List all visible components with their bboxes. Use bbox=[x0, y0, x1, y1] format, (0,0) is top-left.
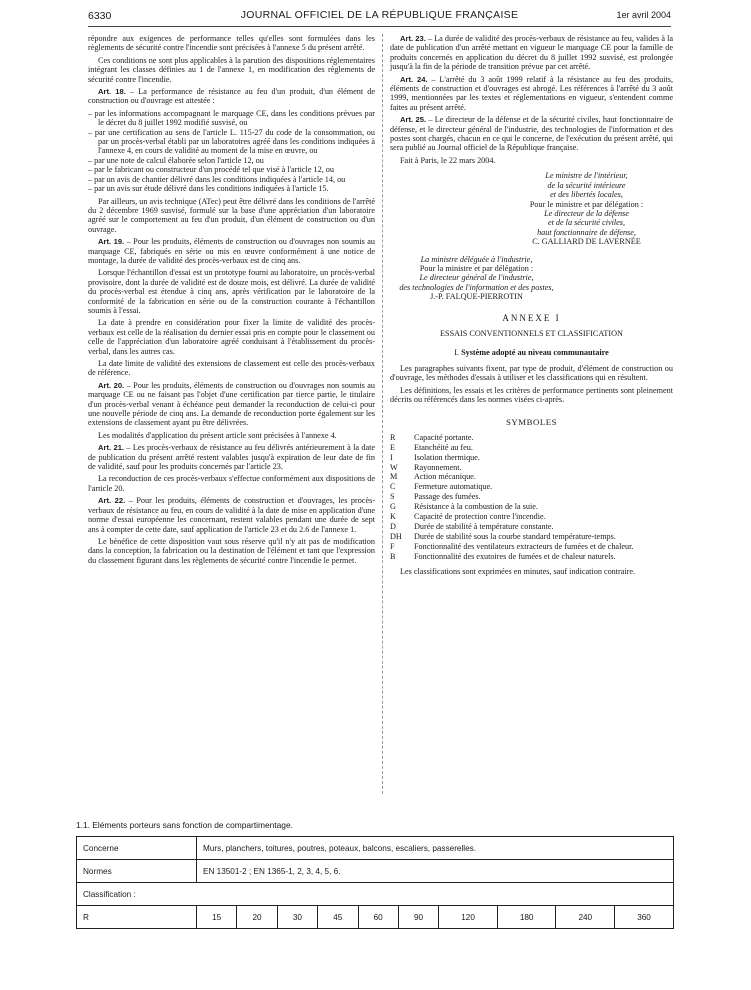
issue-date: 1er avril 2004 bbox=[616, 10, 671, 20]
signature-date: Fait à Paris, le 22 mars 2004. bbox=[400, 155, 496, 165]
column-divider bbox=[382, 34, 383, 794]
list-item: – par un avis sur étude délivré dans les conditions indiquées à l'article 15. bbox=[88, 184, 329, 194]
table-row bbox=[77, 860, 674, 883]
table-cell: 60 bbox=[358, 906, 398, 929]
table-cell: Classification : bbox=[77, 883, 674, 906]
table-row bbox=[77, 837, 674, 860]
annex-subtitle: ESSAIS CONVENTIONNELS ET CLASSIFICATION bbox=[440, 328, 623, 338]
paragraph: Par ailleurs, un avis technique (ATec) peut être délivré dans les conditions de l'arrêté du 2 décembre 1969 susvisé, formulé sur la base d'une appréciation d'un laboratoire agréé sur le comportement au feu d'un produit, d'un élément de construction ou d'un ouvrage. bbox=[88, 196, 375, 234]
journal-title: JOURNAL OFFICIEL DE LA RÉPUBLIQUE FRANÇAISE bbox=[240, 9, 519, 21]
article-label: Art. 20. bbox=[98, 380, 125, 390]
article-19: Art. 19. – Pour les produits, éléments de construction ou d'ouvrages non soumis au marquage CE, fabriqués en série ou mis en œuvre conformément à une notice de montage, la durée de validité des procès-verbaux est de cinq ans. bbox=[88, 237, 375, 265]
paragraph: La date limite de validité des extensions de classement est celle des procès-verbaux de référence. bbox=[88, 359, 375, 378]
paragraph: Lorsque l'échantillon d'essai est un prototype fourni au laboratoire, un procès-verbal provisoire, dont la durée de validité est de douze mois, est délivré. La durée de validité du procès-verbal est étendue à cinq ans, après vérification par le laboratoire de la conformité de la fabrication en série ou de la construction courante à l'échantillon soumis à l'essai. bbox=[88, 268, 375, 315]
article-24: Art. 24. – L'arrêté du 3 août 1999 relatif à la résistance au feu des produits, éléments de construction et d'ouvrages est abrogé. Les références à l'arrêté du 3 août 1999, mentionnées par les textes et réglementations en vigueur, s'entendent comme faites au présent arrêté. bbox=[390, 74, 673, 112]
article-18: Art. 18. – La performance de résistance au feu d'un produit, d'un élément de construction ou d'ouvrage est attestée : bbox=[88, 87, 375, 106]
list-item: – par une note de calcul élaborée selon l'article 12, ou bbox=[88, 155, 264, 165]
article-label: Art. 25. bbox=[400, 115, 427, 125]
paragraph: La date à prendre en considération pour fixer la limite de validité des procès-verbaux est celle de la réalisation du dernier essai pris en compte pour le classement ou celle de l'appréciation d'un laboratoire agréé conduisant à l'établissement du procès-verbal, dans les autres cas. bbox=[88, 318, 375, 356]
right-column bbox=[390, 34, 673, 580]
symbol-row: D Durée de stabilité à température constante. bbox=[390, 521, 554, 531]
table-cell: Murs, planchers, toitures, poutres, poteaux, balcons, escaliers, passerelles. bbox=[197, 837, 674, 860]
paragraph: Ces conditions ne sont plus applicables à la parution des dispositions réglementaires intégrant les classes définies au 1 de l'annexe 1, en modification des règlements de sécurité contre l'incendie. bbox=[88, 55, 375, 84]
signatory-name: J.-P. FALQUE-PIERROTIN bbox=[430, 292, 523, 302]
symbol-row: E Etanchéité au feu. bbox=[390, 442, 473, 452]
article-22: Art. 22. – Pour les produits, éléments de construction et d'ouvrages, les procès-verbaux de résistance au feu, en cours de validité à la date de mise en application d'une norme d'essai européenne les concernant, restent valables pendant une durée de sept ans à compter de cette date, sauf application de l'article 23 et du 2.6 de l'annexe 1. bbox=[88, 496, 375, 534]
symbol-row: I Isolation thermique. bbox=[390, 452, 480, 462]
signature-block-industry: La ministre déléguée à l'industrie, Pour la ministre et par délégation : Le directeur général de l'industrie, des technologies de l'information et des postes, J.-P. FALQUE-PIERROTIN bbox=[390, 255, 563, 302]
classification-table bbox=[76, 836, 674, 929]
symbol-row: S Passage des fumées. bbox=[390, 492, 481, 502]
symbol-row: R Capacité portante. bbox=[390, 432, 474, 442]
article-label: Art. 18. bbox=[98, 87, 126, 97]
list-item: – par le fabricant ou constructeur d'un procédé tel que visé à l'article 12, ou bbox=[88, 165, 334, 175]
article-21: Art. 21. – Les procès-verbaux de résistance au feu délivrés antérieurement à la date de publication du présent arrêté restent valables jusqu'à expiration de leur date de fin de validité, sauf pour les produits concernés par l'article 23. bbox=[88, 443, 375, 472]
symbol-row: M Action mécanique. bbox=[390, 472, 476, 482]
table-cell: 20 bbox=[237, 906, 277, 929]
article-23: Art. 23. – La durée de validité des procès-verbaux de résistance au feu, valides à la date de publication d'un arrêté mettant en vigueur le marquage CE pour la famille de produits concernés en application du décret du 8 juillet 1992 susvisé, est prolongée jusqu'à la fin de la période de transition prévue par cet arrêté. bbox=[390, 34, 674, 72]
article-label: Art. 23. bbox=[400, 34, 426, 43]
article-25: Art. 25. – Le directeur de la défense et de la sécurité civiles, haut fonctionnaire de défense, et le directeur général de l'industrie, des technologies de l'information et des postes sont chargés, chacun en ce qui le concerne, de l'exécution du présent arrêté, qui sera publié au Journal officiel de la République française. bbox=[390, 115, 673, 153]
paragraph: Les modalités d'application du présent article sont précisées à l'annexe 4. bbox=[98, 430, 337, 440]
symbol-row: W Rayonnement. bbox=[390, 462, 462, 472]
page-number: 6330 bbox=[88, 10, 112, 22]
table-cell: 15 bbox=[197, 906, 237, 929]
paragraph: répondre aux exigences de performance telles qu'elles sont formulées dans les règlements de sécurité contre l'incendie sont précisées à l'annexe 5 du présent arrêté. bbox=[88, 34, 375, 53]
list-item: – par les informations accompagnant le marquage CE, dans les conditions prévues par le décret du 8 juillet 1992 modifié susvisé, ou bbox=[88, 108, 375, 128]
table-cell: 360 bbox=[615, 906, 674, 929]
list-item: – par un avis de chantier délivré dans les conditions indiquées à l'article 14, ou bbox=[88, 174, 346, 184]
table-cell: 180 bbox=[497, 906, 556, 929]
section-heading: I. Système adopté au niveau communautaire bbox=[454, 348, 609, 358]
table-cell: Normes bbox=[77, 860, 197, 883]
paragraph: Les définitions, les essais et les critères de performance pertinents sont pleinement décrits ou référencés dans les normes visées ci-après. bbox=[390, 385, 673, 404]
symbols-heading: SYMBOLES bbox=[506, 417, 557, 428]
table-cell: 120 bbox=[439, 906, 498, 929]
paragraph: Les paragraphes suivants fixent, par type de produit, d'élément de construction ou d'ouvrage, les méthodes d'essais à utiliser et les classifications qui en résultent. bbox=[390, 363, 673, 383]
symbol-row: F Fonctionnalité des ventilateurs extracteurs de fumées et de chaleur. bbox=[390, 541, 634, 551]
annex-title: ANNEXE I bbox=[502, 312, 561, 323]
article-label: Art. 19. bbox=[98, 237, 125, 247]
article-label: Art. 24. bbox=[400, 74, 428, 84]
table-caption: 1.1. Eléments porteurs sans fonction de compartimentage. bbox=[76, 820, 293, 830]
table-cell: EN 13501-2 ; EN 1365-1, 2, 3, 4, 5, 6. bbox=[197, 860, 674, 883]
symbols-list bbox=[390, 433, 673, 561]
signature-block-interior: Le ministre de l'intérieur, de la sécurité intérieure et des libertés locales, Pour le ministre et par délégation : Le directeur de la défense et de la sécurité civiles, haut fonctionnaire de défense, C. GALLIARD DE LAVERNÉE bbox=[500, 171, 673, 246]
symbol-row: C Fermeture automatique. bbox=[390, 482, 493, 492]
table-cell: 30 bbox=[277, 906, 317, 929]
article-20: Art. 20. – Pour les produits, éléments de construction ou d'ouvrages non soumis au marquage CE ou ne faisant pas l'objet d'une certification par tierce partie, le titulaire d'un procès-verbal venant à échéance peut demander la reconduction de celui-ci pour une nouvelle période de cinq ans. La demande de reconduction porte également sur les extensions de classement ayant pu être délivrées. bbox=[88, 380, 375, 428]
symbol-row: B Fonctionnalité des exutoires de fumées et de chaleur naturels. bbox=[390, 551, 616, 561]
table-cell: 45 bbox=[318, 906, 358, 929]
paragraph: La reconduction de ces procès-verbaux s'effectue conformément aux dispositions de l'article 20. bbox=[88, 474, 375, 493]
table-row bbox=[77, 883, 674, 906]
signatory-name: C. GALLIARD DE LAVERNÉE bbox=[532, 237, 641, 247]
paragraph: Le bénéfice de cette disposition vaut sous réserve qu'il n'y ait pas de modification dans la conception, la fabrication ou la destination de l'élément et tant que l'expression du classement figurant dans les règlements de sécurité contre l'incendie le permet. bbox=[88, 536, 375, 565]
table-cell: Concerne bbox=[77, 837, 197, 860]
left-column bbox=[88, 34, 375, 568]
article-label: Art. 21. bbox=[98, 443, 125, 453]
article-18-list bbox=[88, 109, 375, 194]
table-row bbox=[77, 906, 674, 929]
table-cell: 240 bbox=[556, 906, 615, 929]
list-item: – par une certification au sens de l'article L. 115-27 du code de la consommation, ou par un procès-verbal établi par un laboratoires agréé dans les conditions indiquées à l'annexe 4, en cours de validité au moment de la mise en œuvre, ou bbox=[88, 127, 375, 156]
header-rule bbox=[88, 26, 671, 27]
page-header bbox=[88, 8, 671, 24]
table-cell: R bbox=[77, 906, 197, 929]
table-cell: 90 bbox=[398, 906, 438, 929]
symbol-row: G Résistance à la combustion de la suie. bbox=[390, 502, 538, 512]
symbol-row: K Capacité de protection contre l'incendie. bbox=[390, 512, 546, 522]
closing-paragraph: Les classifications sont exprimées en minutes, sauf indication contraire. bbox=[400, 567, 636, 577]
symbol-row: DH Durée de stabilité sous la courbe standard température-temps. bbox=[390, 531, 616, 541]
article-label: Art. 22. bbox=[98, 496, 126, 506]
